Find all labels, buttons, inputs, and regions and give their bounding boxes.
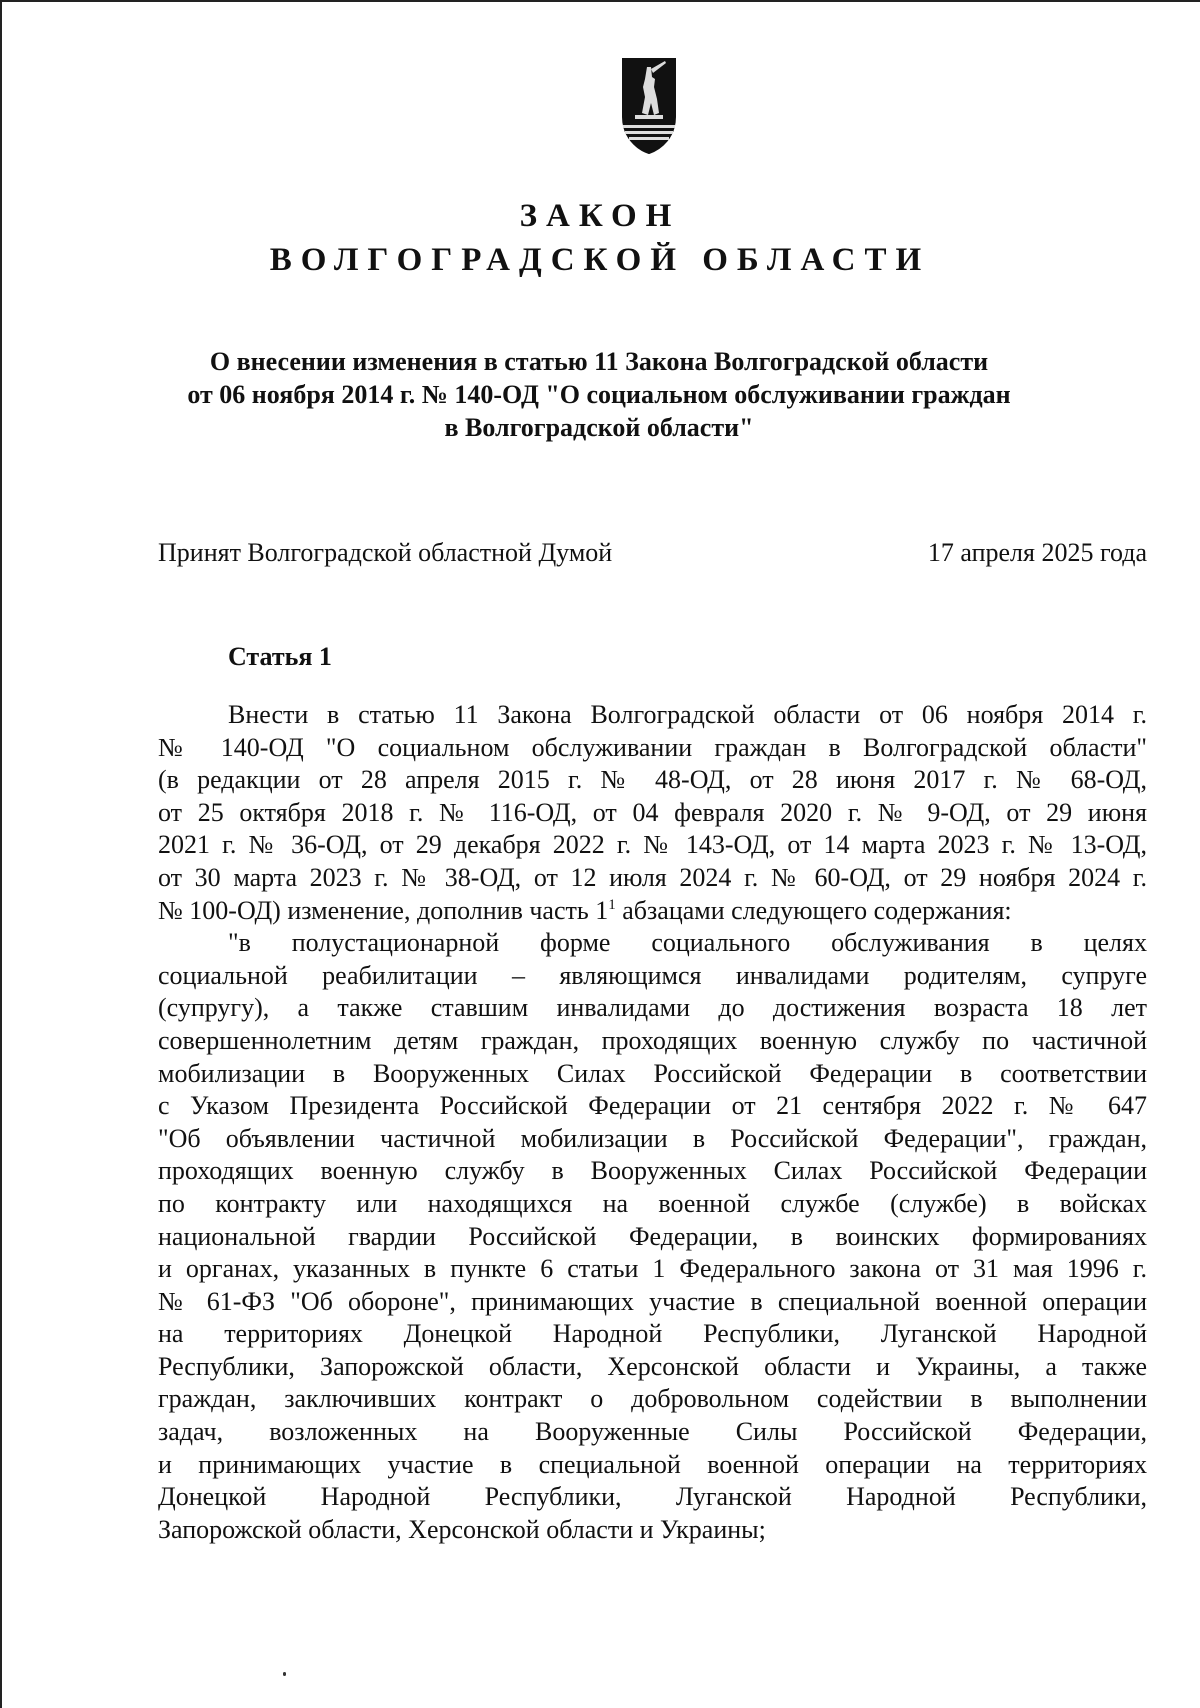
subject-line: от 06 ноября 2014 г. № 140-ОД "О социальном обслуживании граждан: [187, 380, 1011, 409]
scan-edge-top: [0, 0, 1200, 2]
adopted-by: Принят Волгоградской областной Думой: [158, 538, 613, 567]
superscript-index: 1: [608, 896, 616, 913]
subject-line: О внесении изменения в статью 11 Закона Волгоградской области: [209, 347, 989, 376]
quote-line: Донецкой Народной Республики, Луганской Народной Республики,: [158, 1482, 1147, 1512]
body-line: Внести в статью 11 Закона Волгоградской области от 06 ноября 2014 г.: [228, 700, 1147, 729]
quote-line: (супругу), а также ставшим инвалидами до достижения возраста 18 лет: [158, 993, 1147, 1023]
quote-line: национальной гвардии Российской Федерации, в воинских формированиях: [158, 1221, 1147, 1251]
quote-line: с Указом Президента Российской Федерации от 21 сентября 2022 г. № 647: [158, 1091, 1147, 1121]
quote-line: "Об объявлении частичной мобилизации в Российской Федерации", граждан,: [158, 1123, 1147, 1153]
body-line-part: абзацами следующего содержания:: [615, 895, 1012, 925]
quote-line: задач, возложенных на Вооруженные Силы Российской Федерации,: [158, 1417, 1147, 1447]
quote-line: социальной реабилитации – являющимся инвалидами родителям, супруге: [158, 960, 1147, 990]
body-line: 2021 г. № 36-ОД, от 29 декабря 2022 г. № 143-ОД, от 14 марта 2023 г. № 13-ОД,: [158, 830, 1147, 860]
body-line: от 25 октября 2018 г. № 116-ОД, от 04 февраля 2020 г. № 9-ОД, от 29 июня: [158, 797, 1147, 827]
body-line-part: № 100-ОД) изменение, дополнив часть 1: [158, 895, 609, 925]
scan-speck: [283, 1672, 286, 1676]
article-heading: Статья 1: [228, 642, 332, 671]
document-region: ВОЛГОГРАДСКОЙ ОБЛАСТИ: [269, 242, 931, 278]
body-line: № 140-ОД "О социальном обслуживании граждан в Волгоградской области": [158, 732, 1147, 762]
quote-line: и принимающих участие в специальной военной операции на территориях: [158, 1449, 1147, 1479]
quote-line: на территориях Донецкой Народной Республики, Луганской Народной: [158, 1319, 1147, 1349]
law-subject: [150, 345, 1048, 444]
quote-line: № 61-ФЗ "Об обороне", принимающих участие в специальной военной операции: [158, 1286, 1147, 1316]
article-body: [158, 699, 1147, 1546]
quote-line: "в полустационарной форме социального обслуживания в целях: [228, 928, 1147, 958]
coat-of-arms-icon: [621, 57, 677, 155]
body-line: от 30 марта 2023 г. № 38-ОД, от 12 июля 2024 г. № 60-ОД, от 29 ноября 2024 г.: [158, 862, 1147, 892]
adoption-date: 17 апреля 2025 года: [927, 538, 1147, 567]
document-title: ЗАКОН: [519, 198, 681, 234]
quote-line: по контракту или находящихся на военной службе (службе) в войсках: [158, 1188, 1147, 1218]
quote-line: мобилизации в Вооруженных Силах Российской Федерации в соответствии: [158, 1058, 1147, 1088]
quote-line: граждан, заключивших контракт о добровольном содействии в выполнении: [158, 1384, 1147, 1414]
quote-line: и органах, указанных в пункте 6 статьи 1 Федерального закона от 31 мая 1996 г.: [158, 1254, 1147, 1284]
quote-line: Запорожской области, Херсонской области и Украины;: [158, 1514, 766, 1544]
quote-line: Республики, Запорожской области, Херсонской области и Украины, а также: [158, 1351, 1147, 1381]
quote-line: совершеннолетним детям граждан, проходящих военную службу по частичной: [158, 1025, 1147, 1055]
body-line: [158, 895, 1147, 928]
quote-line: проходящих военную службу в Вооруженных Силах Российской Федерации: [158, 1156, 1147, 1186]
subject-line: в Волгоградской области": [444, 413, 754, 442]
body-line: (в редакции от 28 апреля 2015 г. № 48-ОД, от 28 июня 2017 г. № 68-ОД,: [158, 765, 1147, 795]
